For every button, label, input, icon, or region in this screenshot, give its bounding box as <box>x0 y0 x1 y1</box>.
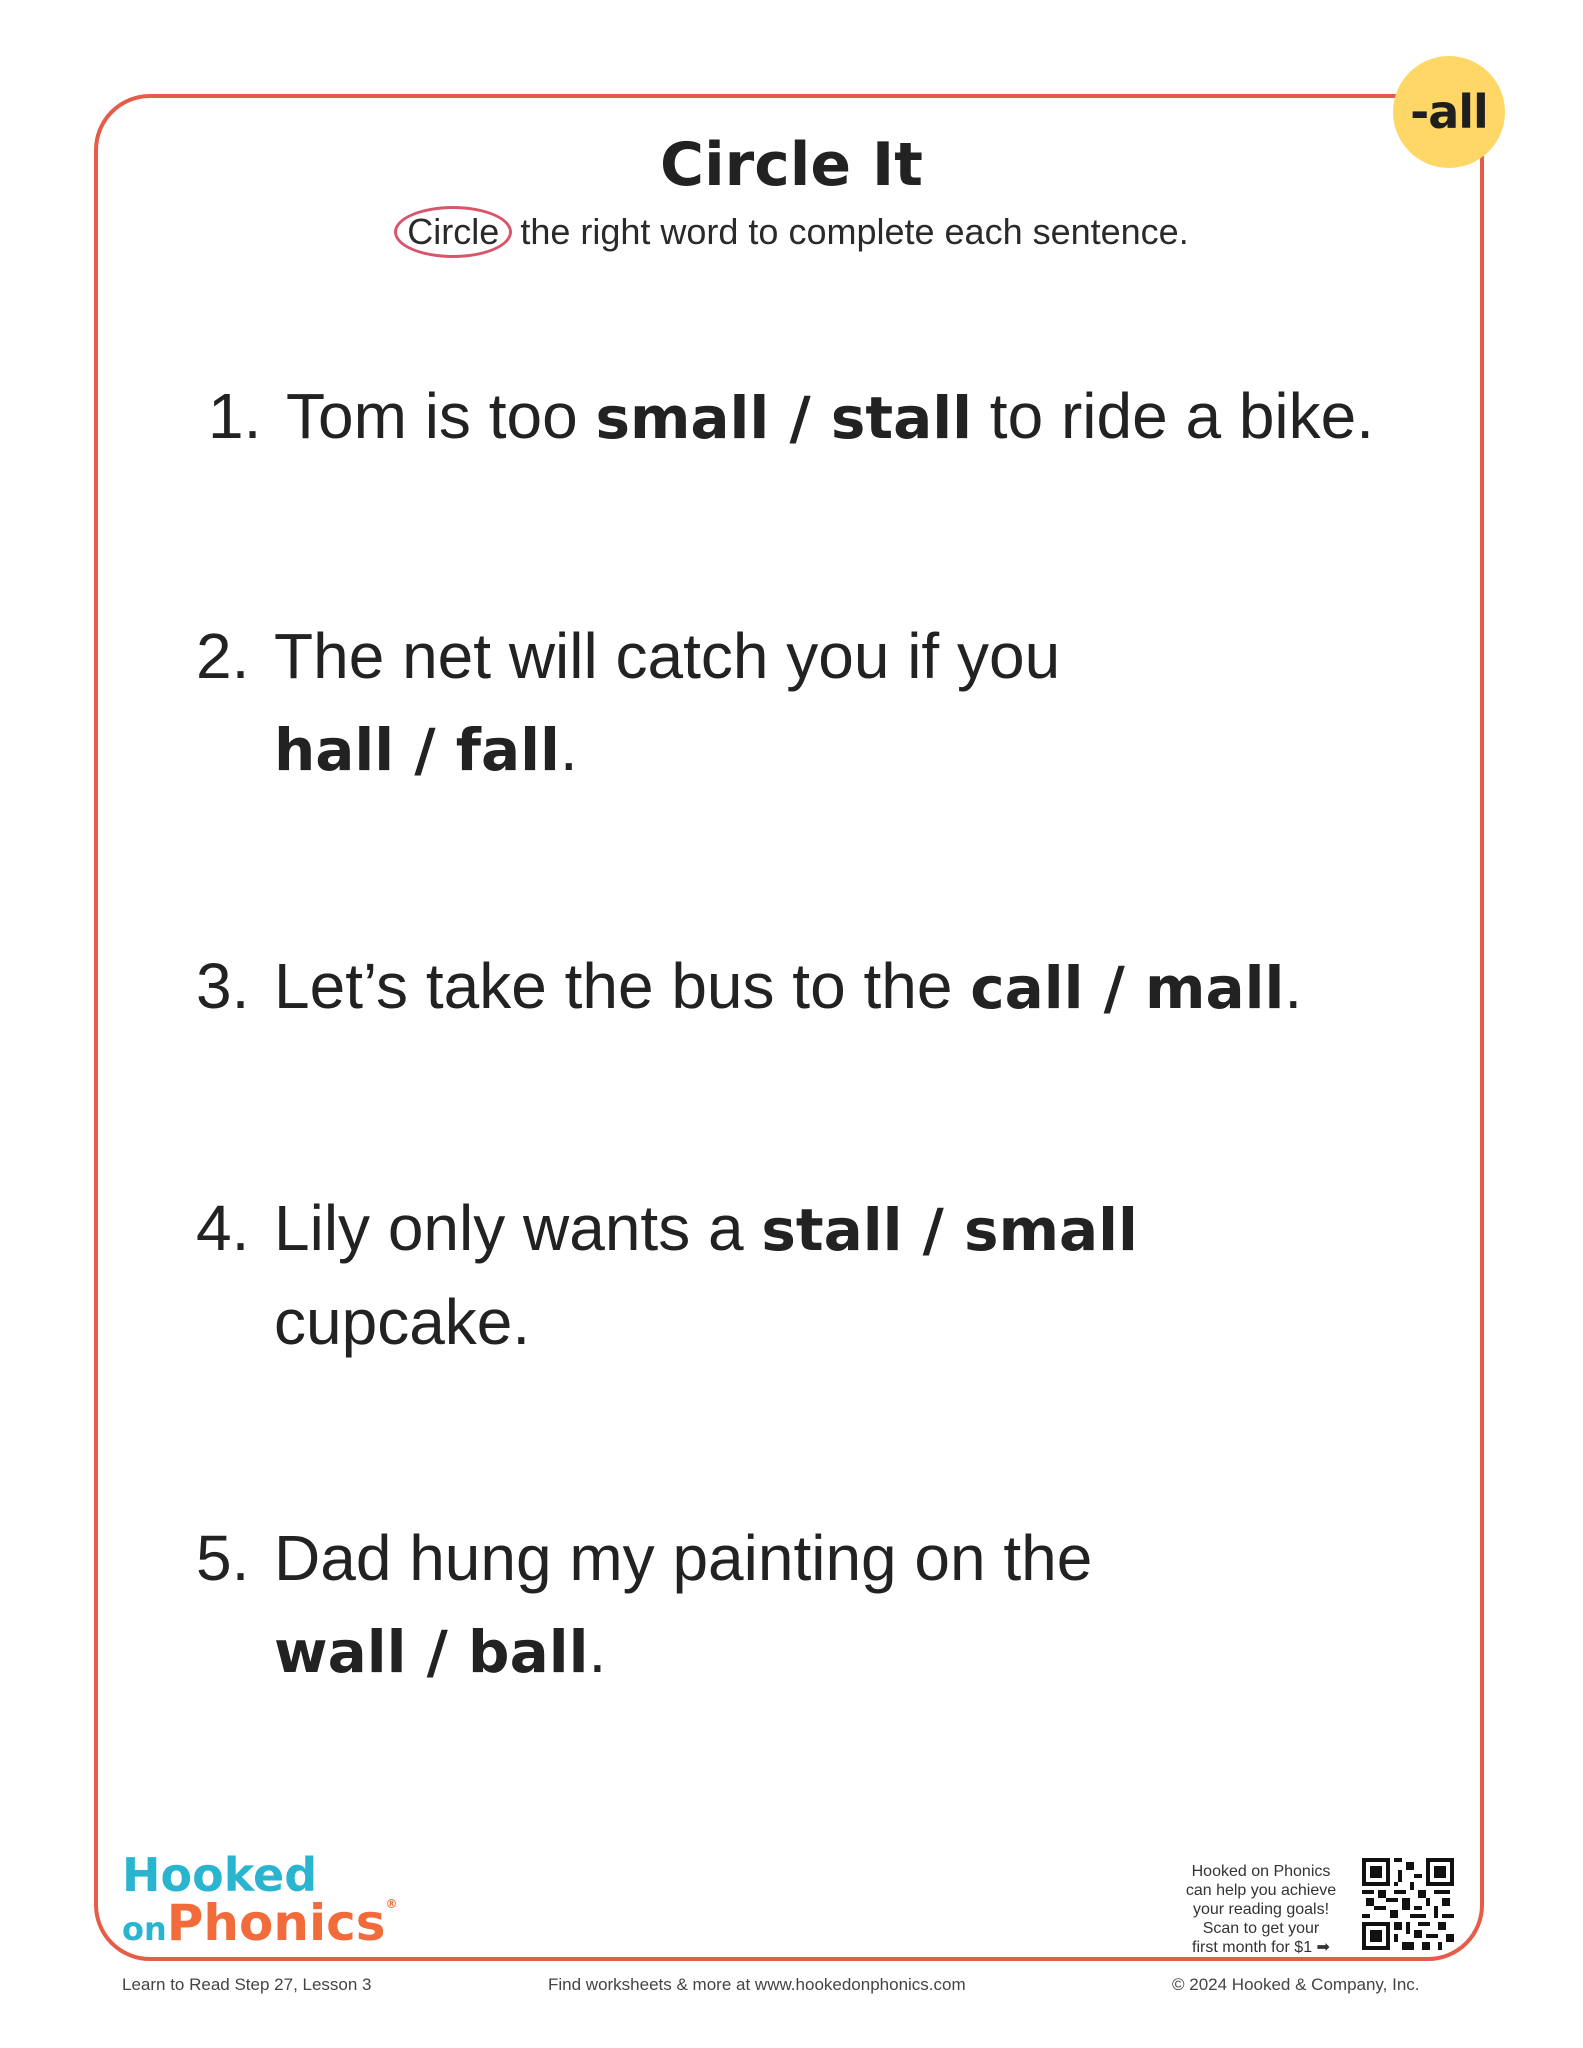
question-number: 3. <box>196 950 250 1022</box>
promo-text <box>1168 1862 1354 1957</box>
sentence-end: . <box>1284 950 1303 1022</box>
sentence-end: cupcake. <box>274 1286 531 1358</box>
question-number: 2. <box>196 620 250 692</box>
word-choice[interactable]: hall / fall <box>274 716 560 784</box>
qr-code-icon[interactable] <box>1362 1858 1454 1950</box>
promo-line: your reading goals! <box>1192 1901 1330 1918</box>
sentence-end: to ride a bike. <box>972 380 1375 452</box>
question-5 <box>196 1512 1436 1698</box>
page-title: Circle It <box>660 130 923 200</box>
logo-on: on <box>122 1910 167 1948</box>
circled-word: Circle <box>394 206 512 258</box>
sentence-start: Dad hung my painting on the <box>274 1522 1093 1594</box>
word-family-badge: -all <box>1393 56 1505 168</box>
question-number: 4. <box>196 1192 250 1264</box>
sentence-start: Tom is too <box>286 380 596 452</box>
promo-line: first month for $1 ➡ <box>1192 1939 1330 1956</box>
footer-copyright: © 2024 Hooked & Company, Inc. <box>1172 1975 1420 1994</box>
footer-lesson: Learn to Read Step 27, Lesson 3 <box>122 1975 372 1994</box>
sentence-start: Let’s take the bus to the <box>274 950 971 1022</box>
question-4 <box>196 1182 1436 1368</box>
logo-registered: ® <box>385 1897 398 1911</box>
word-choice[interactable]: small / stall <box>595 384 973 452</box>
hooked-on-phonics-logo <box>122 1848 398 1952</box>
question-2 <box>196 610 1436 796</box>
sentence-end: . <box>559 712 578 784</box>
logo-phonics: Phonics <box>166 1894 386 1952</box>
sentence-start: The net will catch you if you <box>274 620 1061 692</box>
word-choice[interactable]: wall / ball <box>274 1618 589 1686</box>
word-choice[interactable]: stall / small <box>761 1196 1138 1264</box>
sentence-start: Lily only wants a <box>274 1192 762 1264</box>
question-number: 5. <box>196 1522 250 1594</box>
logo-hooked: Hooked <box>122 1848 318 1902</box>
question-number: 1. <box>208 380 262 452</box>
instruction-text: the right word to complete each sentence. <box>520 211 1189 252</box>
sentence-end: . <box>588 1614 607 1686</box>
promo-line: can help you achieve <box>1185 1882 1337 1899</box>
question-1 <box>208 370 1448 464</box>
promo-line: Hooked on Phonics <box>1191 1863 1331 1880</box>
instructions <box>0 206 1583 258</box>
question-3 <box>196 940 1436 1034</box>
word-choice[interactable]: call / mall <box>970 954 1285 1022</box>
promo-line: Scan to get your <box>1202 1920 1320 1937</box>
footer-website[interactable]: Find worksheets & more at www.hookedonphonics.com <box>548 1975 966 1994</box>
